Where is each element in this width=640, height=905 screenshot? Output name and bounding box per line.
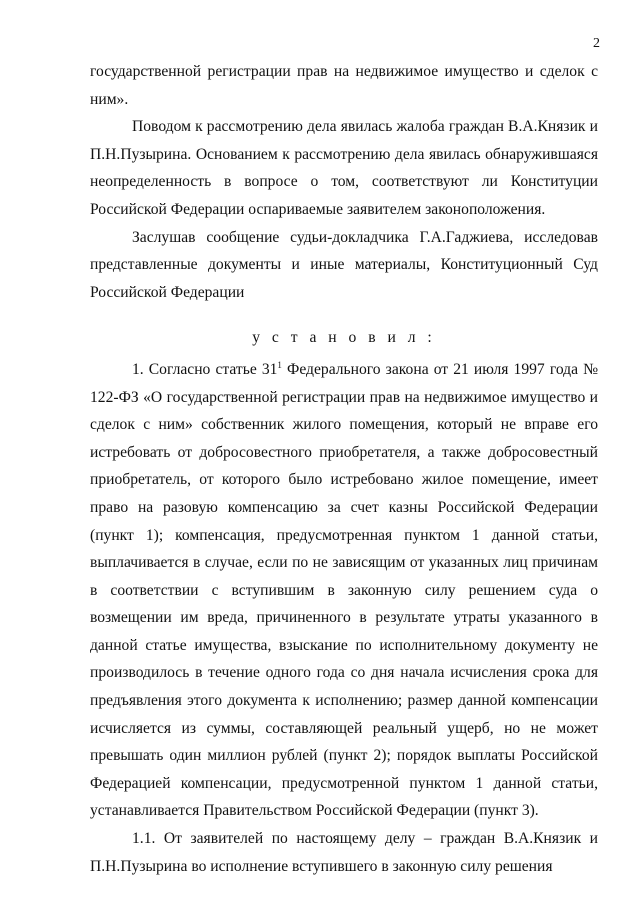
paragraph-article-31 <box>90 352 598 825</box>
article-31-body: Федерального закона от 21 июля 1997 года № 122-ФЗ «О государственной регистрации прав на недвижимое имущество и сделок с ним» собственник жилого помещения, который не вправе его истребовать от добросовестного приобретателя, а также добросовестный приобретатель, от которого было истребовано жилое помещение, имеет право на разовую компенсацию за счет казны Российской Федерации (пункт 1); компенсация, предусмотренная пунктом 1 данной статьи, выплачивается в случае, если по не зависящим от указанных лиц причинам в соответствии с вступившим в законную силу решением суда о возмещении им вреда, причиненного в результате утраты указанного в данной статье имущества, взыскание по исполнительному документу не производилось в течение одного года со дня начала исчисления срока для предъявления этого документа к исполнению; размер данной компенсации исчисляется из суммы, составляющей реальный ущерб, но не может превышать один миллион рублей (пункт 2); порядок выплаты Российской Федерацией компенсации, предусмотренной пунктом 1 данной статьи, устанавливается Правительством Российской Федерации (пункт 3). <box>90 360 598 820</box>
document-body <box>90 58 598 880</box>
paragraph-hearing: Заслушав сообщение судьи-докладчика Г.А.Гаджиева, исследовав представленные документы и иные материалы, Конституционный Суд Российской Федерации <box>90 228 598 301</box>
paragraph-1-1: 1.1. От заявителей по настоящему делу – граждан В.А.Князик и П.Н.Пузырина во исполнение вступившего в законную силу решения <box>90 830 598 875</box>
paragraph-continuation: государственной регистрации прав на недвижимое имущество и сделок с ним». <box>90 63 598 108</box>
ruling-heading: у с т а н о в и л : <box>252 329 436 347</box>
paragraph-grounds: Поводом к рассмотрению дела явилась жалоба граждан В.А.Князик и П.Н.Пузырина. Основанием к рассмотрению дела явилась обнаружившаяся неопределенность в вопросе о том, соответствуют ли Конституции Российской Федерации оспариваемые заявителем законоположения. <box>90 118 598 218</box>
article-31-lead: 1. Согласно статье 31 <box>132 360 278 378</box>
article-superscript: 1 <box>277 359 282 370</box>
page-number: 2 <box>593 36 600 51</box>
